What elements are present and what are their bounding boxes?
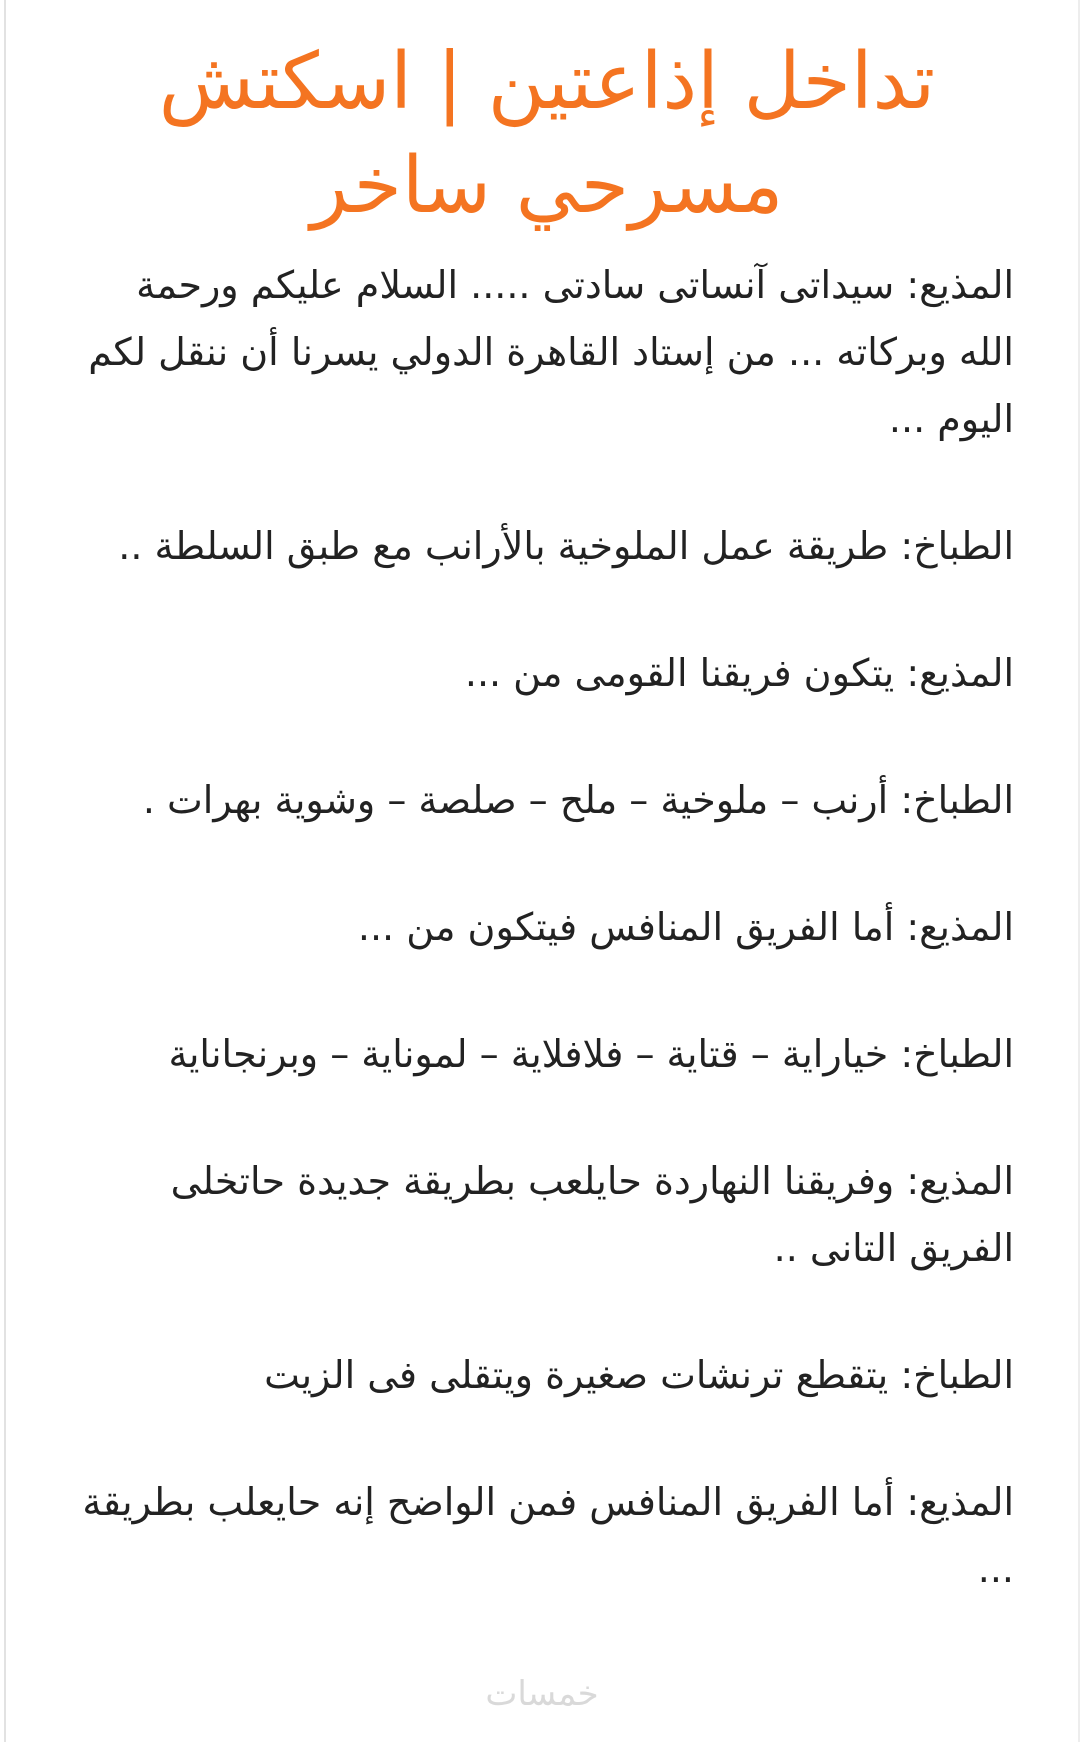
dialogue-text: أما الفريق المنافس فيتكون من ... xyxy=(357,905,907,949)
dialogue-text: خياراية – قتاية – فلافلاية – لموناية – وبرنجاناية xyxy=(168,1032,901,1076)
article-body xyxy=(80,0,1014,1603)
speaker-label: المذيع: xyxy=(906,1480,1014,1524)
dialogue-text: طريقة عمل الملوخية بالأرانب مع طبق السلطة .. xyxy=(118,524,901,568)
dialogue-line xyxy=(80,894,1014,961)
speaker-label: المذيع: xyxy=(906,651,1014,695)
dialogue-text: سيداتى آنساتى سادتى ..... السلام عليكم ورحمة الله وبركاته ... من إستاد القاهرة الدولي يسرنا أن ننقل لكم اليوم ... xyxy=(88,263,1014,441)
speaker-label: المذيع: xyxy=(906,1159,1014,1203)
speaker-label: الطباخ: xyxy=(900,1032,1014,1076)
dialogue-line xyxy=(80,1148,1014,1282)
speaker-label: المذيع: xyxy=(906,263,1014,307)
dialogue-line xyxy=(80,1469,1014,1603)
dialogue-line xyxy=(80,513,1014,580)
speaker-label: الطباخ: xyxy=(900,1353,1014,1397)
dialogue-line xyxy=(80,1021,1014,1088)
dialogue-text: أما الفريق المنافس فمن الواضح إنه حايعلب بطريقة ... xyxy=(82,1480,1014,1591)
dialogue-line xyxy=(80,767,1014,834)
dialogue-line xyxy=(80,640,1014,707)
speaker-label: الطباخ: xyxy=(900,524,1014,568)
article-title: تداخل إذاعتين | اسكتش مسرحي ساخر xyxy=(158,37,936,231)
dialogue-line xyxy=(80,252,1014,453)
site-watermark: خمسات xyxy=(485,1674,599,1714)
dialogue-text: وفريقنا النهاردة حايلعب بطريقة جديدة حاتخلى الفريق التانى .. xyxy=(170,1159,1014,1270)
dialogue-text: يتكون فريقنا القومى من ... xyxy=(464,651,907,695)
speaker-label: المذيع: xyxy=(906,905,1014,949)
speaker-label: الطباخ: xyxy=(900,778,1014,822)
dialogue-text: أرنب – ملوخية – ملح – صلصة – وشوية بهرات . xyxy=(142,778,901,822)
dialogue-line xyxy=(80,1342,1014,1409)
dialogue-text: يتقطع ترنشات صغيرة ويتقلى فى الزيت xyxy=(264,1353,901,1397)
page-left-border xyxy=(4,0,6,1742)
